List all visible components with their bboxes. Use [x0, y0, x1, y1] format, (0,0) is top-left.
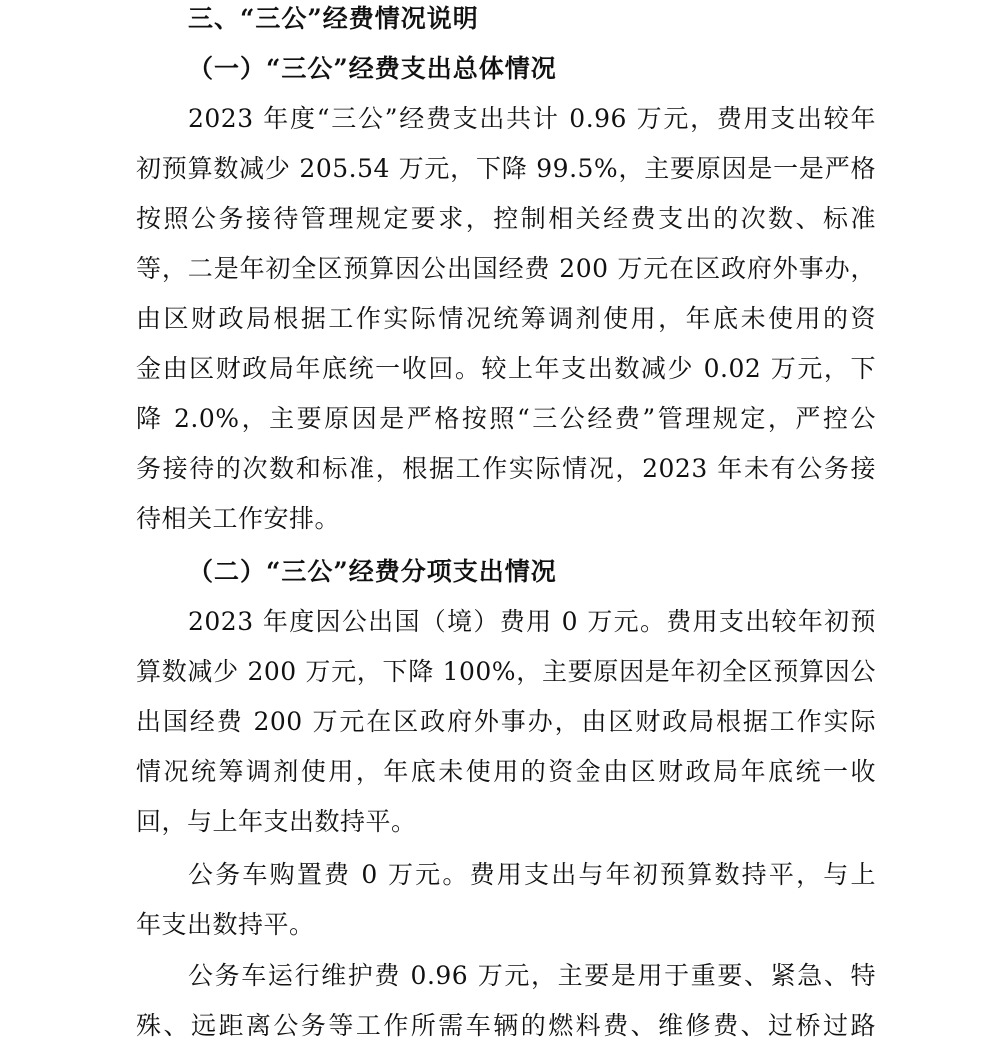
paragraph-line: 降 2.0%，主要原因是严格按照“三公经费”管理规定，严控公	[136, 404, 876, 433]
paragraph-line: 算数减少 200 万元，下降 100%，主要原因是年初全区预算因公	[136, 657, 876, 686]
paragraph-line: 2023 年度因公出国（境）费用 0 万元。费用支出较年初预	[188, 607, 876, 636]
paragraph-line: 金由区财政局年底统一收回。较上年支出数减少 0.02 万元，下	[136, 354, 876, 383]
paragraph-line: 殊、远距离公务等工作所需车辆的燃料费、维修费、过桥过路	[136, 1011, 876, 1040]
paragraph-line: 情况统筹调剂使用，年底未使用的资金由区财政局年底统一收	[136, 757, 876, 786]
subsection-heading-1: （一）“三公”经费支出总体情况	[188, 54, 557, 83]
paragraph-line: 公务车运行维护费 0.96 万元，主要是用于重要、紧急、特	[188, 961, 876, 990]
subsection-heading-2: （二）“三公”经费分项支出情况	[188, 557, 557, 586]
paragraph-line: 出国经费 200 万元在区政府外事办，由区财政局根据工作实际	[136, 707, 876, 736]
paragraph-line: 务接待的次数和标准，根据工作实际情况，2023 年未有公务接	[136, 454, 876, 483]
paragraph-line: 回，与上年支出数持平。	[136, 807, 417, 836]
paragraph-line: 等，二是年初全区预算因公出国经费 200 万元在区政府外事办，	[136, 254, 876, 283]
paragraph-line: 公务车购置费 0 万元。费用支出与年初预算数持平，与上	[188, 860, 876, 889]
paragraph-line: 初预算数减少 205.54 万元，下降 99.5%，主要原因是一是严格	[136, 154, 876, 183]
section-heading: 三、“三公”经费情况说明	[188, 4, 479, 33]
paragraph-line: 按照公务接待管理规定要求，控制相关经费支出的次数、标准	[136, 204, 876, 233]
paragraph-line: 由区财政局根据工作实际情况统筹调剂使用，年底未使用的资	[136, 304, 876, 333]
paragraph-line: 年支出数持平。	[136, 910, 315, 939]
paragraph-line: 待相关工作安排。	[136, 504, 341, 533]
paragraph-line: 2023 年度“三公”经费支出共计 0.96 万元，费用支出较年	[188, 104, 876, 133]
